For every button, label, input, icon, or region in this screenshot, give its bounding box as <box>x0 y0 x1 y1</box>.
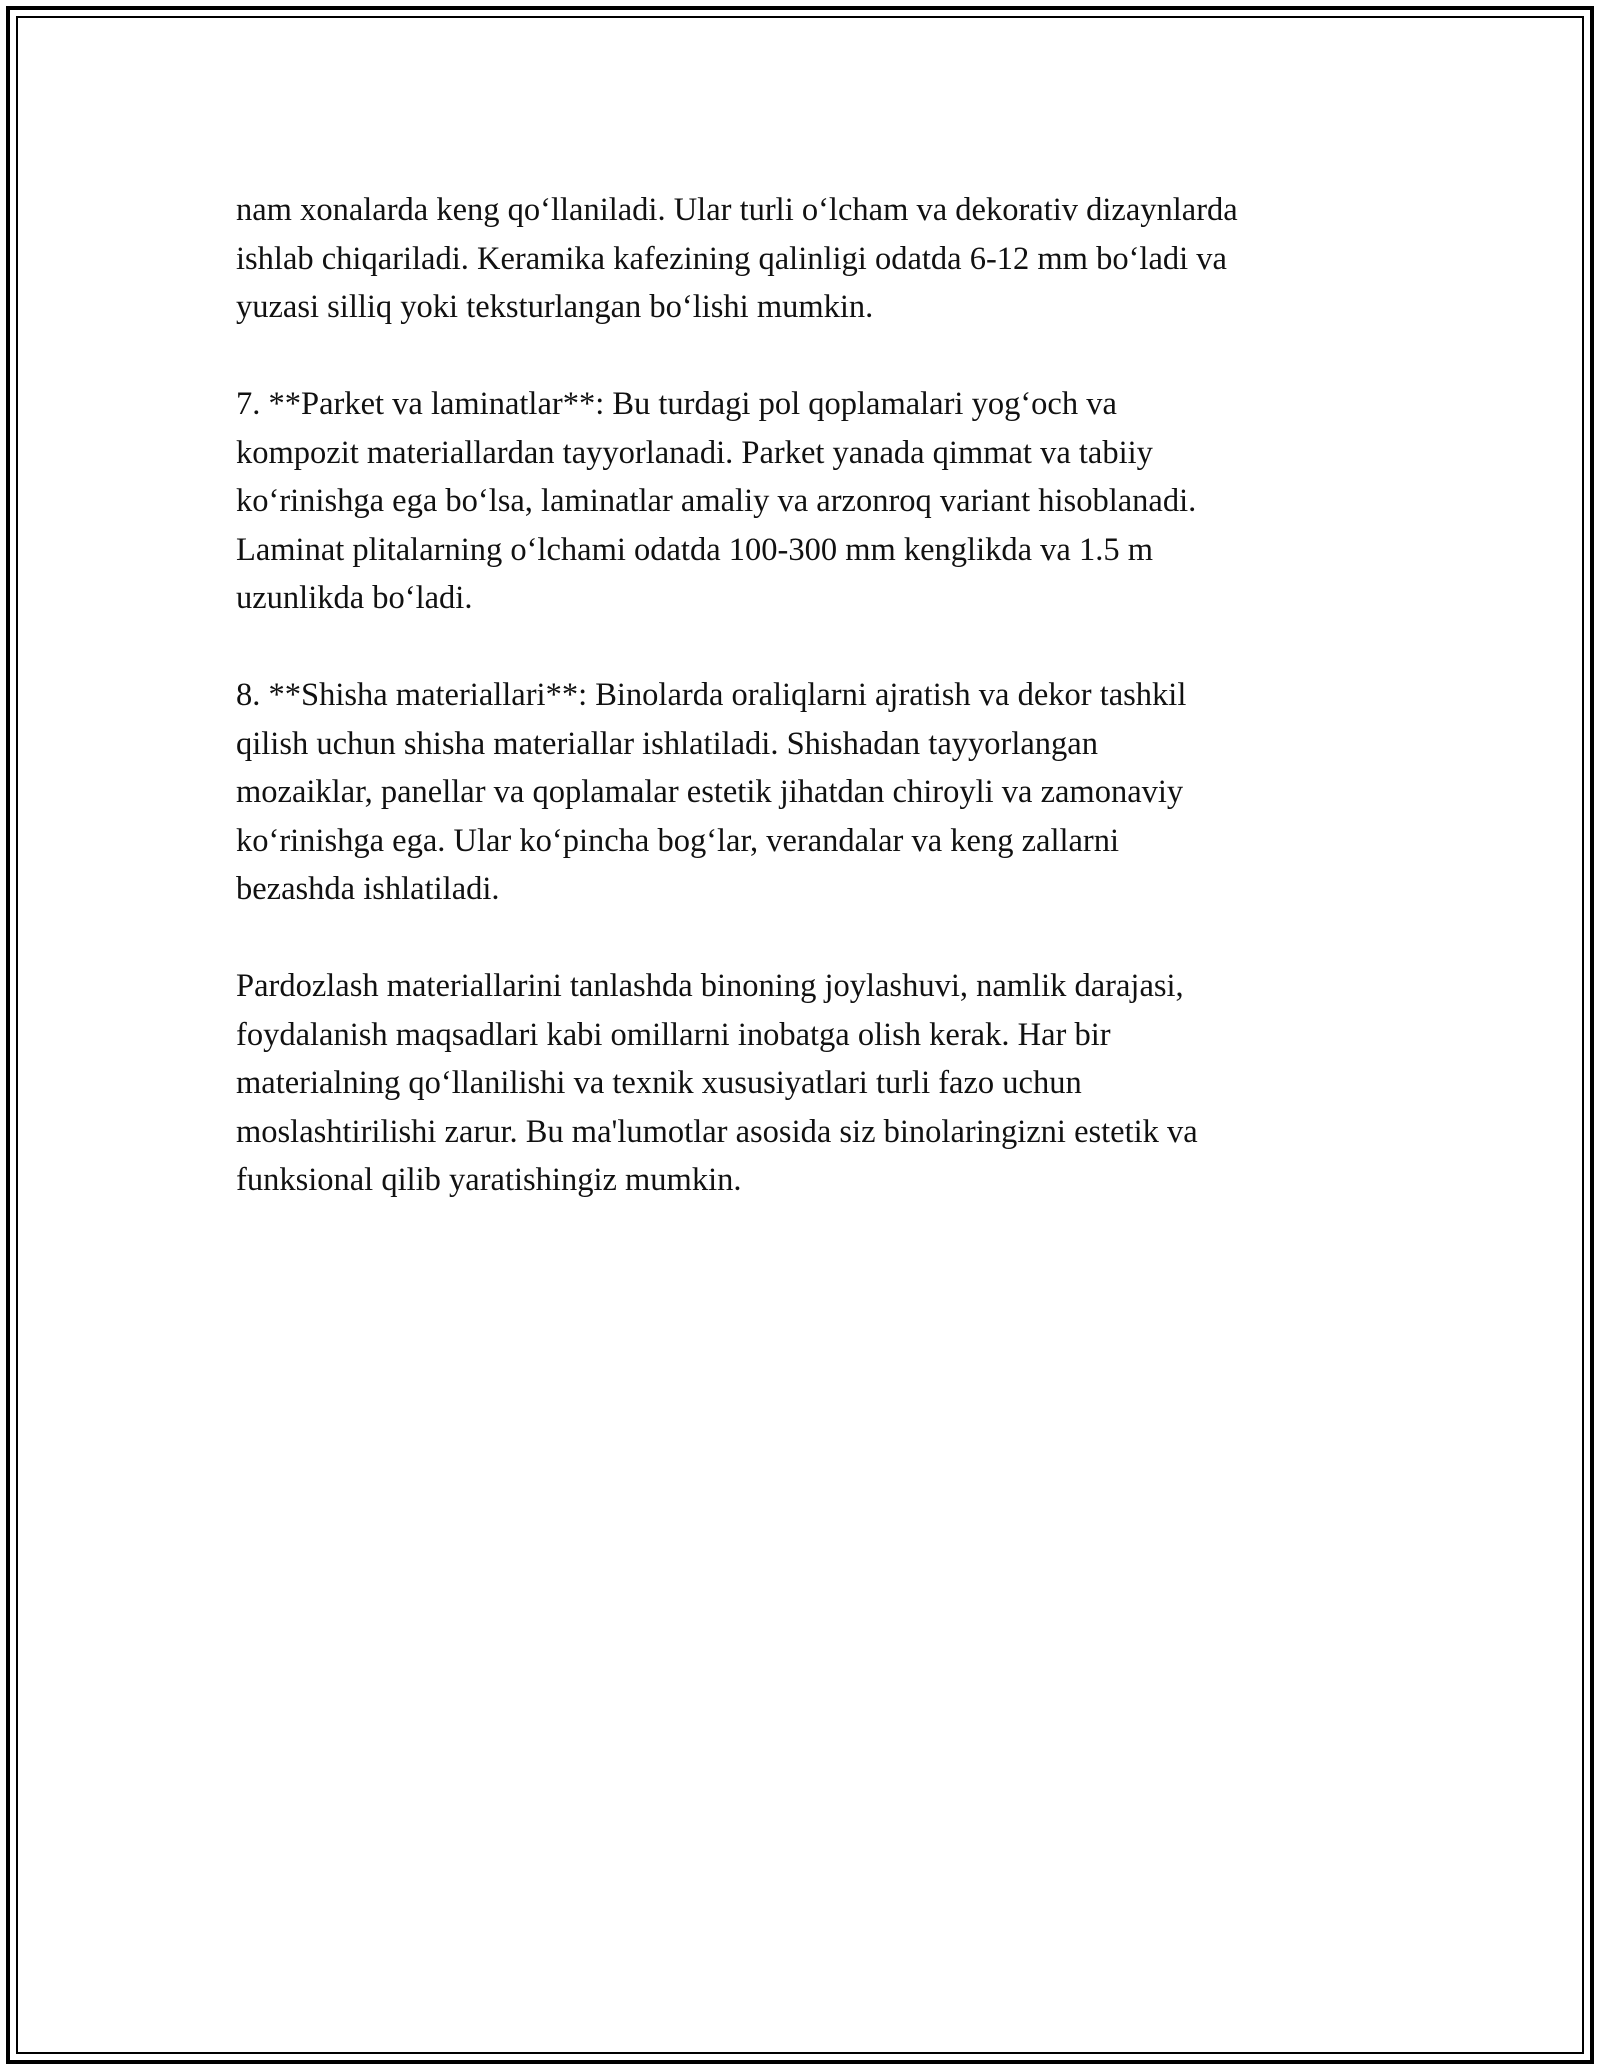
text-line: 7. **Parket va laminatlar**: Bu turdagi pol qoplamalari yog‘och va <box>236 386 1117 422</box>
text-line: 8. **Shisha materiallari**: Binolarda oraliqlarni ajratish va dekor tashkil <box>236 677 1187 713</box>
text-line: ishlab chiqariladi. Keramika kafezining qalinligi odatda 6-12 mm bo‘ladi va <box>236 240 1227 277</box>
text-line: Pardozlash materiallarini tanlashda binoning joylashuvi, namlik darajasi, <box>236 968 1184 1004</box>
text-line: yuzasi silliq yoki teksturlangan bo‘lishi mumkin. <box>236 289 874 325</box>
paragraph-parquet-laminate <box>236 380 1376 623</box>
text-line: kompozit materiallardan tayyorlanadi. Parket yanada qimmat va tabiiy <box>236 434 1153 471</box>
text-line: funksional qilib yaratishingiz mumkin. <box>236 1162 742 1198</box>
text-line: nam xonalarda keng qo‘llaniladi. Ular turli o‘lcham va dekorativ dizaynlarda <box>236 192 1238 228</box>
paragraph-glass-materials <box>236 671 1376 914</box>
text-line: mozaiklar, panellar va qoplamalar estetik jihatdan chiroyli va zamonaviy <box>236 774 1184 810</box>
paragraph-ceramic-continued <box>236 186 1376 332</box>
document-body <box>236 186 1376 1253</box>
text-line: bezashda ishlatiladi. <box>236 871 500 907</box>
text-line: ko‘rinishga ega bo‘lsa, laminatlar amaliy va arzonroq variant hisoblanadi. <box>236 483 1197 519</box>
text-line: Laminat plitalarning o‘lchami odatda 100-300 mm kenglikda va 1.5 m <box>236 531 1153 568</box>
text-line: uzunlikda bo‘ladi. <box>236 580 473 616</box>
text-line: moslashtirilishi zarur. Bu ma'lumotlar asosida siz binolaringizni estetik va <box>236 1113 1198 1150</box>
paragraph-conclusion <box>236 962 1376 1205</box>
text-line: ko‘rinishga ega. Ular ko‘pincha bog‘lar, verandalar va keng zallarni <box>236 822 1120 859</box>
text-line: materialning qo‘llanilishi va texnik xususiyatlari turli fazo uchun <box>236 1065 1082 1101</box>
text-line: foydalanish maqsadlari kabi omillarni inobatga olish kerak. Har bir <box>236 1016 1111 1053</box>
text-line: qilish uchun shisha materiallar ishlatiladi. Shishadan tayyorlangan <box>236 725 1098 762</box>
